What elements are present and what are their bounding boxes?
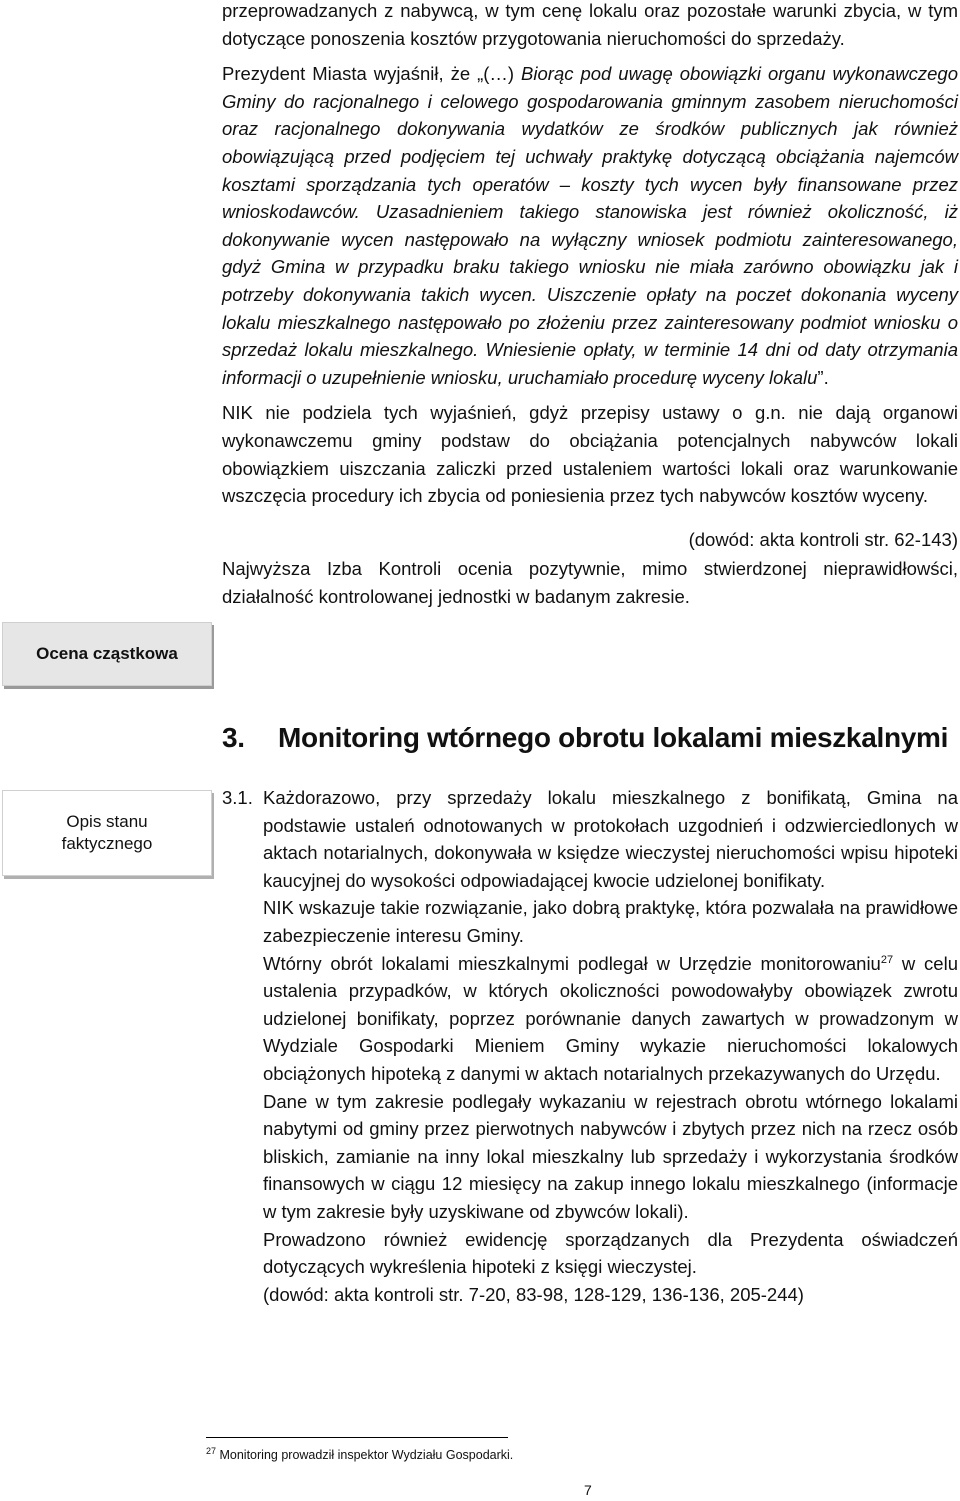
evidence-reference-2: (dowód: akta kontroli str. 7-20, 83-98, 128-129, 136-136, 205-244) [263,1283,804,1305]
item-paragraph-4: Dane w tym zakresie podlegały wykazaniu w rejestrach obrotu wtórnego lokalami nabytymi od gminy przez pierwotnych nabywców i zbytych przez nich na rzecz osób bliskich, zamianie na inny lokal mieszkalny lub sprzedaży i wykorzystania środków finansowych w ciągu 12 miesięcy na zakup innego lokalu mieszkalnego (informacje w tym zakresie były uzyskiwane od zbywców lokali). [263,1090,958,1222]
main-text-top [222,0,958,610]
sidebar-label-ocena: Ocena cząstkowa [36,644,178,663]
item-paragraph-1: Każdorazowo, przy sprzedaży lokalu mieszkalnego z bonifikatą, Gmina na podstawie ustaleń odnotowanych w protokołach uzgodnień i odzwierciedlonych w aktach notarialnych, dokonywała w księdze wieczystej nieruchomości wpisu hipoteki kaucyjnej do wysokości odpowiadającej kwocie udzielonej bonifikaty. [263,787,958,891]
footnote-text: Monitoring prowadził inspektor Wydziału Gospodarki. [216,1448,514,1462]
item-paragraph-2: NIK wskazuje takie rozwiązanie, jako dobrą praktykę, która pozwalała na prawidłowe zabezpieczenie interesu Gminy. [263,897,958,946]
quote-lead: Prezydent Miasta wyjaśnił, że „(…) [222,63,522,85]
footnote-rule [206,1437,508,1438]
footnote [206,1445,514,1462]
footnote-mark: 27 [206,1445,217,1456]
page-number: 7 [584,1482,592,1498]
item-body [263,784,958,1308]
sidebar-box-opis [2,790,212,876]
section-number: 3. [222,722,245,753]
section-heading [222,722,948,754]
quote-italic: Biorąc pod uwagę obowiązki organu wykonawczego Gminy do racjonalnego i celowego gospodarowania gminnym zasobem nieruchomości oraz racjonalnego dokonywania wydatków ze środków publicznych jak również obowiązującą przed podjęciem tej uchwały praktykę dotyczącą obciążania najemców kosztami sporządzania tych operatów – koszty tych wycen były finansowane przez wnioskodawców. Uzasadnieniem takiego stanowiska jest również okoliczność, iż dokonywanie wycen następowało na wyłączny wniosek podmiotu zainteresowanego, gdyż Gmina w przypadku braku takiego wniosku nie miała zarówno obowiązku jak i potrzeby dokonywania takich wycen. Uiszczenie opłaty na poczet dokonania wyceny lokalu mieszkalnego następowało po złożeniu przez zainteresowany podmiot wniosku o sprzedaż lokalu mieszkalnego. Wniesienie opłaty, w terminie 14 dni od daty otrzymania informacji o uzupełnienie wniosku, uruchamiało procedurę wyceny lokalu [222,63,958,388]
item-paragraph-5: Prowadzono również ewidencję sporządzanych dla Prezydenta oświadczeń dotyczących wykreślenia hipoteki z księgi wieczystej. [263,1228,958,1278]
paragraph-nik-position: NIK nie podziela tych wyjaśnień, gdyż przepisy ustawy o g.n. nie dają organowi wykonawczemu gminy podstaw do obciążania potencjalnych nabywców lokali obowiązkiem uiszczania zaliczki przed ustaleniem wartości lokali oraz warunkowanie wszczęcia procedury ich zbycia od poniesienia przez tych nabywców kosztów wyceny. [222,402,958,507]
quote-end: ”. [817,366,829,388]
paragraph-assessment: Najwyższa Izba Kontroli ocenia pozytywnie, mimo stwierdzonej nieprawidłowści, działalność kontrolowanej jednostki w badanym zakresie. [222,558,958,607]
item-paragraph-3 [263,950,958,1088]
sidebar-box-ocena [2,622,212,686]
paragraph-continuation: przeprowadzanych z nabywcą, w tym cenę lokalu oraz pozostałe warunki zbycia, w tym dotyczące ponoszenia kosztów przygotowania nieruchomości do sprzedaży. [222,0,958,49]
item-paragraph-3-text-b: w celu ustalenia przypadków, w których okoliczności powodowałyby obowiązek zwrotu udzielonej bonifikaty, poprzez porównanie danych zawartych w prowadzonym w Wydziale Gospodarki Mieniem Gminy wykazie nieruchomości lokalowych obciążonych hipoteką z danymi w aktach notarialnych przekazywanych do Urzędu. [263,952,958,1084]
section-title: Monitoring wtórnego obrotu lokalami mieszkalnymi [278,722,949,753]
evidence-reference-1: (dowód: akta kontroli str. 62-143) [688,528,958,550]
item-number: 3.1. [222,787,253,808]
sidebar-label-opis-1: Opis stanu [66,812,148,831]
paragraph-quote [222,60,958,391]
footnote-ref: 27 [880,953,894,966]
sidebar-label-opis-2: faktycznego [61,834,153,853]
item-paragraph-3-text-a: Wtórny obrót lokalami mieszkalnymi podlegał w Urzędzie monitorowaniu [263,952,881,974]
